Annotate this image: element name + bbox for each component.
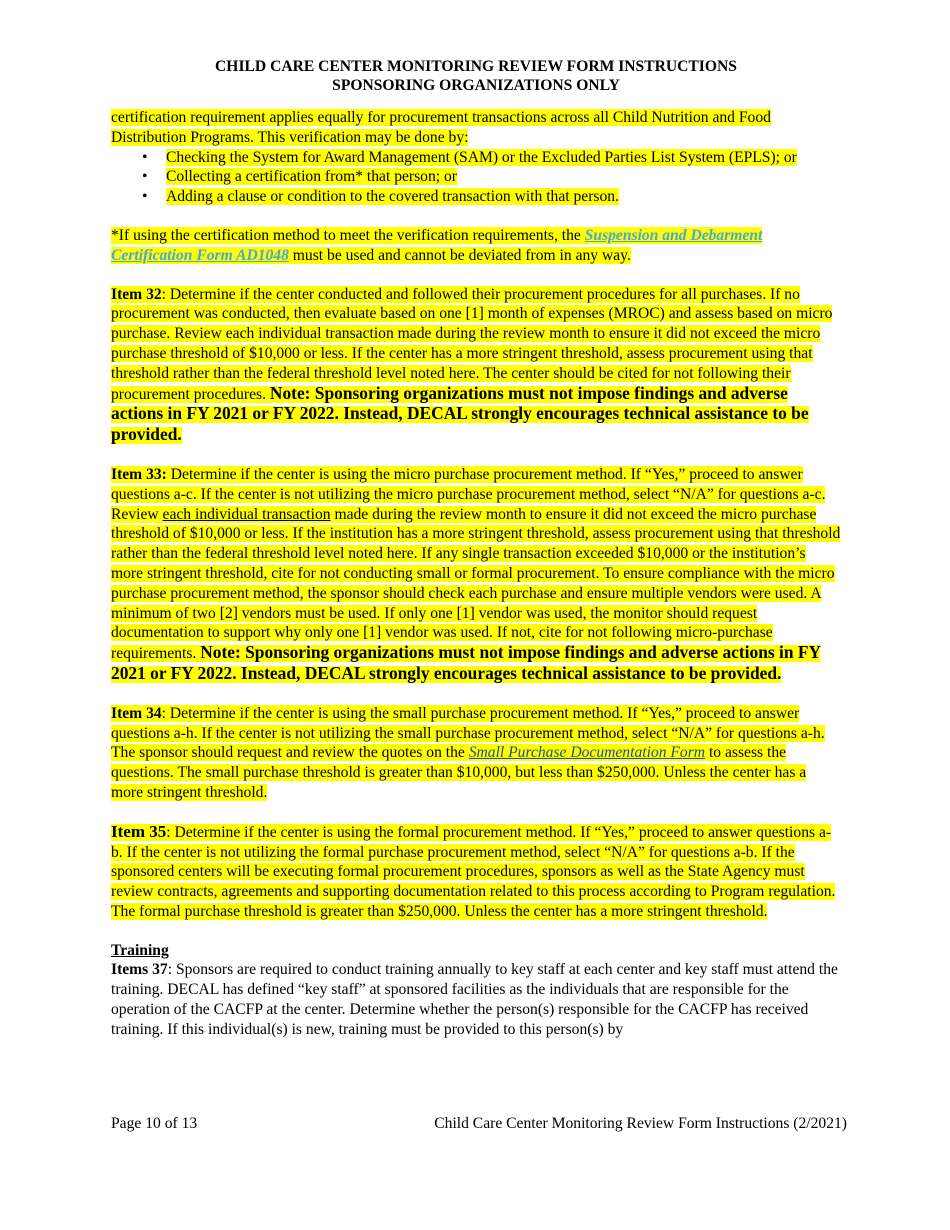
- list-item: • Adding a clause or condition to the covered transaction with that person.: [166, 187, 841, 207]
- item-33-section: [111, 465, 841, 685]
- page-number: Page 10 of 13: [111, 1115, 198, 1132]
- item-34-text: : Determine if the center is using the small purchase procurement method. If “Yes,” proceed to answer questions a-h. If the center is not utilizing the small purchase procurement method, select “N/A” for questions a-h. The sponsor should request and review the quotes on the: [111, 704, 825, 762]
- header-title: CHILD CARE CENTER MONITORING REVIEW FORM INSTRUCTIONS: [215, 58, 737, 75]
- item-33-label: Item 33:: [111, 465, 167, 483]
- item-32-label: Item 32: [111, 285, 162, 303]
- intro-section: [111, 108, 841, 207]
- item-32-note: Note: Sponsoring organizations must not impose findings and adverse actions in FY 2021 or FY 2022. Instead, DECAL strongly encourages technical assistance to be provided.: [111, 382, 809, 445]
- item-33-underlined: each individual transaction: [162, 505, 331, 523]
- item-35-section: [111, 822, 841, 922]
- items-37-text: : Sponsors are required to conduct training annually to key staff at each center and key staff must attend the training. DECAL has defined “key staff” at sponsored facilities as the individuals that are responsible for the operation of the CACFP at the center. Determine whether the person(s) responsible for the CACFP has received training. If this individual(s) is new, training must be provided to this person(s) by: [111, 961, 838, 1038]
- item-34-text-cont: to assess the questions. The small purchase threshold is greater than $10,000, but less than $250,000. Unless the center has a more stringent threshold.: [111, 744, 807, 801]
- small-purchase-form-link[interactable]: Small Purchase Documentation Form: [468, 744, 706, 762]
- footer-title: Child Care Center Monitoring Review Form Instructions (2/2021): [434, 1115, 847, 1132]
- header-subtitle: SPONSORING ORGANIZATIONS ONLY: [332, 77, 620, 94]
- intro-text: certification requirement applies equally for procurement transactions across all Child Nutrition and Food Distribution Programs. This verification may be done by:: [111, 109, 771, 146]
- cert-note-text: *If using the certification method to meet the verification requirements, the: [111, 226, 585, 244]
- verification-list: [111, 148, 841, 207]
- training-section: [111, 941, 841, 1040]
- page-header: [111, 57, 841, 95]
- cert-note-text-end: must be used and cannot be deviated from in any way.: [288, 246, 631, 264]
- training-heading: Training: [111, 941, 169, 959]
- list-item: • Collecting a certification from* that person; or: [166, 167, 841, 187]
- items-37-label: Items 37: [111, 961, 168, 979]
- page-content: [111, 57, 841, 1040]
- item-33-text-cont: made during the review month to ensure it did not exceed the micro purchase threshold of $10,000 or less. If the institution has a more stringent threshold, assess procurement using that threshold rather than the federal threshold level noted here. If any single transaction exceeded $10,000 or the institution’s more stringent threshold, cite for not conducting small or formal procurement. To ensure compliance with the micro purchase procurement method, the sponsor should check each purchase and ensure multiple vendors were used. A minimum of two [2] vendors must be used. If only one [1] vendor was used, the monitor should request documentation to support why only one [1] vendor was used. If not, cite for not following micro-purchase requirements.: [111, 505, 841, 663]
- item-35-text: : Determine if the center is using the formal procurement method. If “Yes,” proceed to answer questions a-b. If the center is not utilizing the formal purchase procurement method, select “N/A” for questions a-b. If the sponsored centers will be executing formal procurement procedures, sponsors as well as the State Agency must review contracts, agreements and supporting documentation related to this process according to Program regulation. The formal purchase threshold is greater than $250,000. Unless the center has a more stringent threshold.: [111, 823, 836, 920]
- suspension-debarment-form-link[interactable]: Suspension and Debarment Certification Form AD1048: [111, 226, 763, 264]
- item-33-text: Determine if the center is using the micro purchase procurement method. If “Yes,” proceed to answer questions a-c. If the center is not utilizing the micro purchase procurement method, select “N/A” for questions a-c. Review: [111, 465, 826, 523]
- item-34-label: Item 34: [111, 704, 162, 722]
- item-34-section: [111, 704, 841, 803]
- page-footer: [111, 1114, 847, 1134]
- item-32-text: : Determine if the center conducted and followed their procurement procedures for all purchases. If no procurement was conducted, then evaluate based on one [1] month of expenses (MROC) and assess based on micro purchase. Review each individual transaction made during the review month to ensure it did not exceed the micro purchase threshold of $10,000 or less. If the center has a more stringent threshold, assess procurement using that threshold rather than the federal threshold level noted here. The center should be cited for not following their procurement procedures.: [111, 285, 833, 403]
- item-35-label: Item 35: [111, 821, 167, 841]
- item-33-note: Note: Sponsoring organizations must not impose findings and adverse actions in FY 2021 or FY 2022. Instead, DECAL strongly encourages technical assistance to be provided.: [111, 642, 821, 683]
- item-32-section: [111, 285, 841, 446]
- certification-note: [111, 226, 841, 266]
- list-item: • Checking the System for Award Management (SAM) or the Excluded Parties List System (EPLS); or: [166, 148, 841, 168]
